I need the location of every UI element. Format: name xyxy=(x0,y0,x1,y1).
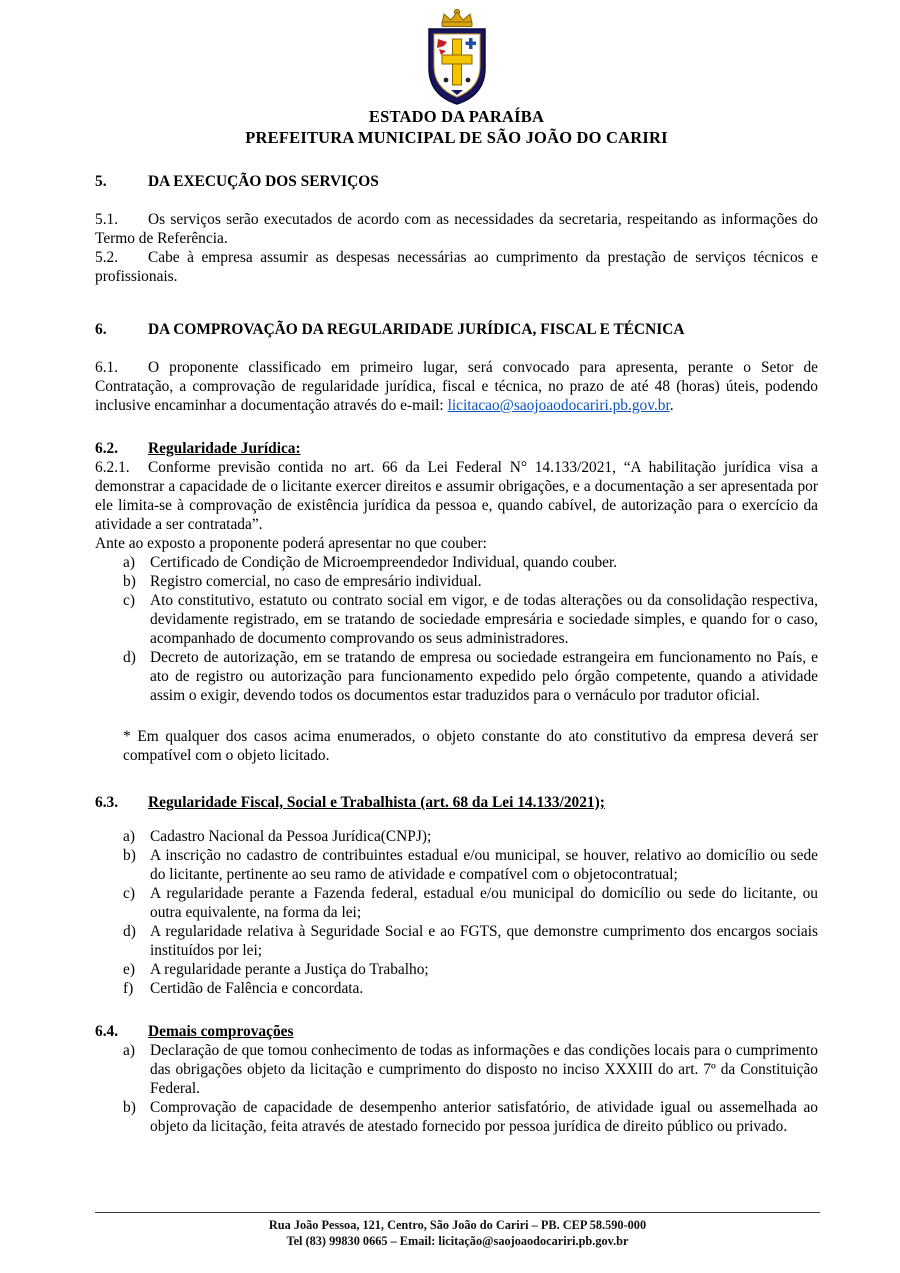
list-6-3 xyxy=(95,827,818,998)
coat-of-arms-icon xyxy=(421,8,493,106)
list-marker: d) xyxy=(123,649,136,666)
list-item-text: Cadastro Nacional da Pessoa Jurídica(CNPJ); xyxy=(150,828,432,845)
subsection-6-3-heading xyxy=(95,793,818,812)
paragraph-text-before-link: O proponente classificado em primeiro lugar, será convocado para apresenta, perante o Setor de Contratação, a comprovação de regularidade jurídica, fiscal e técnica, no prazo de até 48 (horas) úteis, podendo inclusive encaminhar a documentação através do e-mail: xyxy=(95,359,818,414)
subsection-number: 6.4. xyxy=(95,1023,119,1040)
subsection-title: Demais comprovações xyxy=(148,1023,294,1040)
paragraph-5-2 xyxy=(95,248,818,286)
subsection-6-2-heading xyxy=(95,439,818,458)
list-item xyxy=(95,979,818,998)
list-item-text: A inscrição no cadastro de contribuintes estadual e/ou municipal, se houver, relativo ao domicílio ou sede do licitante, pertinente ao seu ramo de atividade e compatível com o objetocontratual; xyxy=(150,847,818,883)
subsection-title: Regularidade Jurídica: xyxy=(148,440,301,457)
list-item xyxy=(95,572,818,591)
document-footer xyxy=(95,1212,820,1249)
list-item xyxy=(95,591,818,648)
list-marker: e) xyxy=(123,961,135,978)
list-item xyxy=(95,648,818,705)
list-marker: c) xyxy=(123,885,135,902)
list-6-2 xyxy=(95,553,818,705)
list-item-text: Registro comercial, no caso de empresário individual. xyxy=(150,573,482,590)
paragraph-5-1 xyxy=(95,210,818,248)
email-link[interactable]: licitacao@saojoaodocariri.pb.gov.br xyxy=(447,397,670,414)
list-marker: d) xyxy=(123,923,136,940)
paragraph-6-2-intro: Ante ao exposto a proponente poderá apresentar no que couber: xyxy=(95,535,487,552)
coat-of-arms-logo xyxy=(95,8,818,106)
paragraph-number: 6.1. xyxy=(95,359,119,376)
list-item xyxy=(95,827,818,846)
paragraph-number: 6.2.1. xyxy=(95,459,130,476)
paragraph-6-1 xyxy=(95,358,818,415)
section-6-heading xyxy=(95,320,818,339)
subsection-6-4-heading xyxy=(95,1022,818,1041)
list-item-text: A regularidade perante a Fazenda federal, estadual e/ou municipal do domicílio ou sede do licitante, ou outra equivalente, na forma da lei; xyxy=(150,885,818,921)
document-header xyxy=(95,8,818,148)
list-item xyxy=(95,884,818,922)
document-body xyxy=(95,172,818,1136)
list-marker: b) xyxy=(123,847,136,864)
list-marker: a) xyxy=(123,554,135,571)
paragraph-text-after-link: . xyxy=(669,397,674,414)
list-marker: b) xyxy=(123,573,136,590)
org-municipality-title: PREFEITURA MUNICIPAL DE SÃO JOÃO DO CARIRI xyxy=(245,128,668,147)
list-6-4 xyxy=(95,1041,818,1136)
list-item xyxy=(95,846,818,884)
footer-contact: Tel (83) 99830 0665 – Email: licitação@saojoaodocariri.pb.gov.br xyxy=(286,1234,629,1248)
list-item-text: Certificado de Condição de Microempreendedor Individual, quando couber. xyxy=(150,554,618,571)
list-item-text: Comprovação de capacidade de desempenho anterior satisfatório, de atividade igual ou assemelhada ao objeto da licitação, feita através de atestado fornecido por pessoa jurídica de direito público ou privado. xyxy=(150,1099,818,1135)
paragraph-text: Cabe à empresa assumir as despesas necessárias ao cumprimento da prestação de serviços técnicos e profissionais. xyxy=(95,249,818,285)
paragraph-text: Os serviços serão executados de acordo com as necessidades da secretaria, respeitando as informações do Termo de Referência. xyxy=(95,211,818,247)
list-item xyxy=(95,553,818,572)
paragraph-text: Conforme previsão contida no art. 66 da Lei Federal N° 14.133/2021, “A habilitação jurídica visa a demonstrar a capacidade de o licitante exercer direitos e assumir obrigações, e a documentação a ser apresentada por ele limita-se à comprovação de existência jurídica da pessoa e, quando cabível, de autorização para o exercício da atividade a ser contratada”. xyxy=(95,459,818,533)
list-item xyxy=(95,1098,818,1136)
list-item-text: Ato constitutivo, estatuto ou contrato social em vigor, e de todas alterações ou da consolidação respectiva, devidamente registrado, em se tratando de sociedade empresária e sociedade simples, e quando for o caso, acompanhado de documento comprovando os seus administradores. xyxy=(150,592,818,647)
subsection-number: 6.2. xyxy=(95,440,119,457)
list-marker: a) xyxy=(123,828,135,845)
section-title: DA EXECUÇÃO DOS SERVIÇOS xyxy=(148,173,379,190)
list-item-text: Decreto de autorização, em se tratando de empresa ou sociedade estrangeira em funcionamento no País, e ato de registro ou autorização para funcionamento expedido pelo órgão competente, quando a atividade assim o exigir, devendo todos os documentos estar traduzidos para o vernáculo por tradutor oficial. xyxy=(150,649,818,704)
paragraph-6-2-1 xyxy=(95,458,818,534)
list-item-text: Declaração de que tomou conhecimento de todas as informações e das condições locais para o cumprimento das obrigações objeto da licitação e cumprimento do disposto no inciso XXXIII do art. 7º da Constituição Federal. xyxy=(150,1042,818,1097)
subsection-title: Regularidade Fiscal, Social e Trabalhista (art. 68 da Lei 14.133/2021); xyxy=(148,794,605,811)
subsection-number: 6.3. xyxy=(95,794,119,811)
list-item-text: A regularidade perante a Justiça do Trabalho; xyxy=(150,961,429,978)
list-item-text: Certidão de Falência e concordata. xyxy=(150,980,364,997)
paragraph-number: 5.1. xyxy=(95,211,119,228)
footer-address: Rua João Pessoa, 121, Centro, São João do Cariri – PB. CEP 58.590-000 xyxy=(268,1218,647,1232)
section-number: 5. xyxy=(95,173,107,190)
section-number: 6. xyxy=(95,321,107,338)
section-title: DA COMPROVAÇÃO DA REGULARIDADE JURÍDICA, FISCAL E TÉCNICA xyxy=(148,321,685,338)
list-marker: c) xyxy=(123,592,135,609)
org-state-title: ESTADO DA PARAÍBA xyxy=(368,107,545,126)
note-6-2: * Em qualquer dos casos acima enumerados, o objeto constante do ato constitutivo da empresa deverá ser compatível com o objeto licitado. xyxy=(123,728,818,764)
list-marker: b) xyxy=(123,1099,136,1116)
section-5-heading xyxy=(95,172,818,191)
list-item xyxy=(95,1041,818,1098)
list-marker: f) xyxy=(123,980,134,997)
list-item xyxy=(95,960,818,979)
paragraph-text xyxy=(95,359,818,414)
footer-divider xyxy=(95,1212,820,1213)
list-item-text: A regularidade relativa à Seguridade Social e ao FGTS, que demonstre cumprimento dos encargos sociais instituídos por lei; xyxy=(150,923,818,959)
list-marker: a) xyxy=(123,1042,135,1059)
list-item xyxy=(95,922,818,960)
paragraph-number: 5.2. xyxy=(95,249,119,266)
